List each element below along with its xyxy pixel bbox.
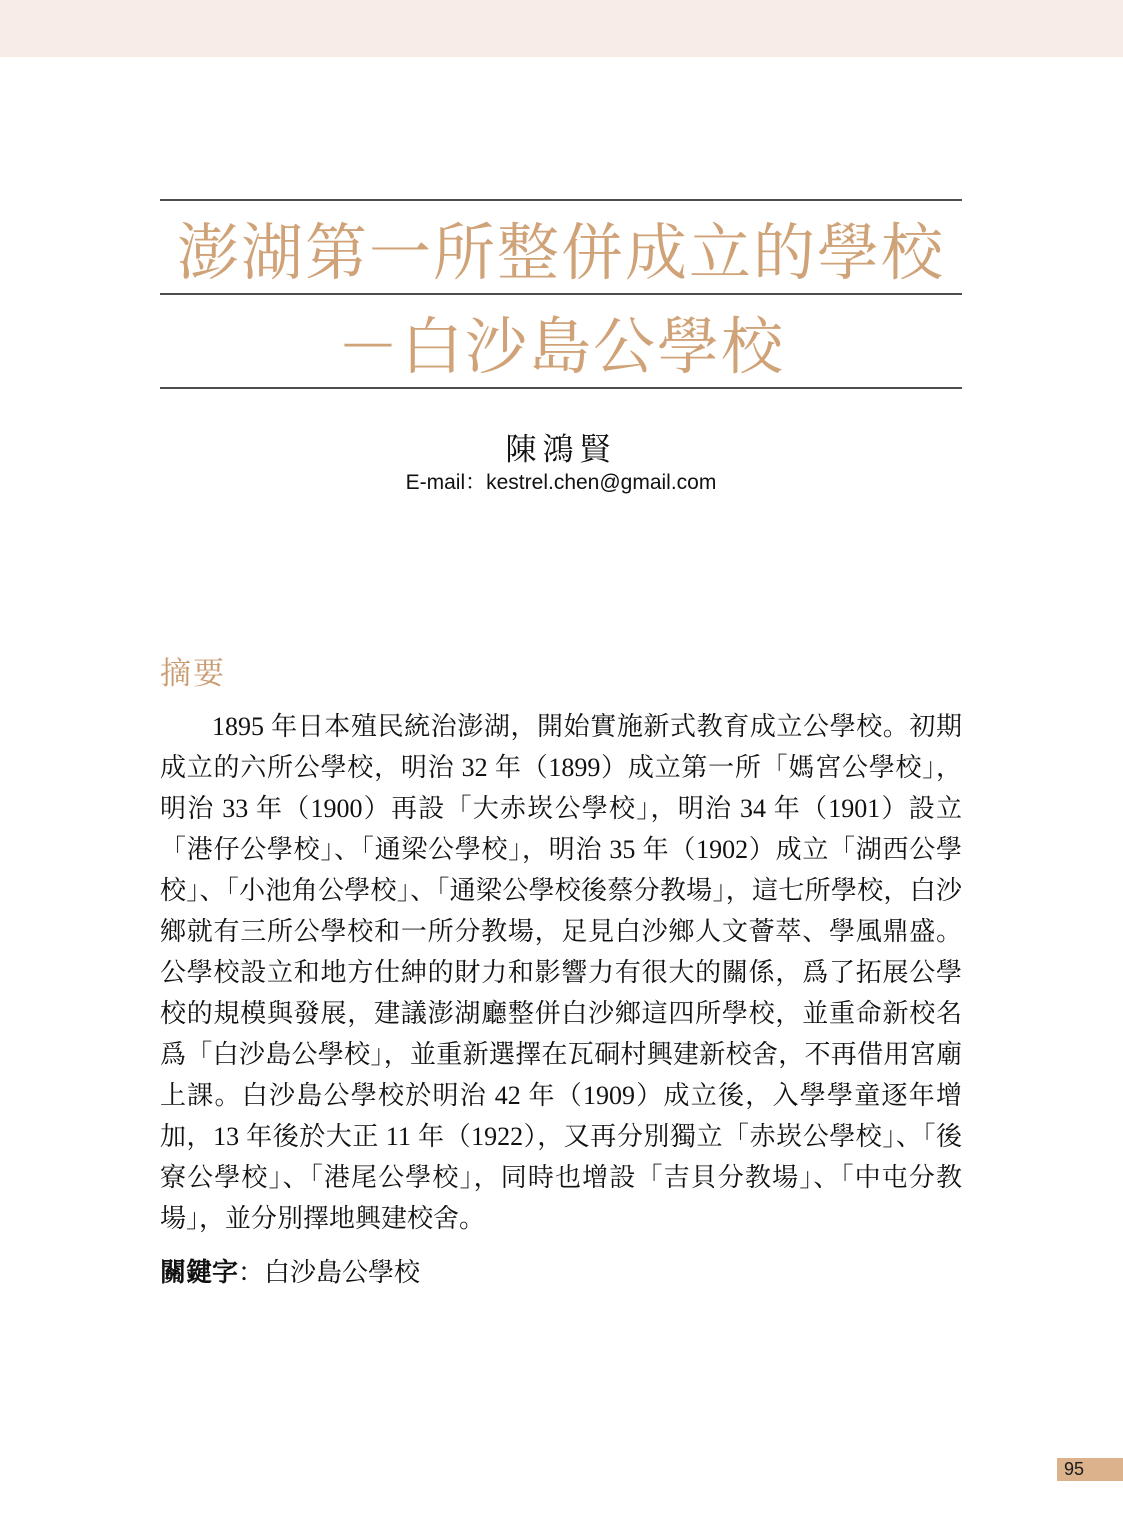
keywords-label: 關鍵字 (160, 1258, 239, 1287)
keywords-line (160, 1252, 962, 1289)
title-rule-bottom (160, 387, 962, 389)
article-title-line2: －白沙島公學校 (336, 313, 785, 382)
abstract-paragraph: 1895 年日本殖民統治澎湖，開始實施新式教育成立公學校。初期成立的六所公學校，明治 32 年（1899）成立第一所「媽宮公學校」，明治 33 年（1900）再設「大赤崁公學校」，明治 34 年（1901）設立「港仔公學校」、「通梁公學校」，明治 35 年（1902）成立「湖西公學校」、「小池角公學校」、「通梁公學校後蔡分教場」，這七所學校，白沙鄉就有三所公學校和一所分教場，足見白沙鄉人文薈萃、學風鼎盛。公學校設立和地方仕紳的財力和影響力有很大的關係，爲了拓展公學校的規模與發展，建議澎湖廳整併白沙鄉這四所學校，並重命新校名爲「白沙島公學校」，並重新選擇在瓦硐村興建新校舍，不再借用宮廟上課。白沙島公學校於明治 42 年（1909）成立後，入學學童逐年增加，13 年後於大正 11 年（1922），又再分別獨立「赤崁公學校」、「後寮公學校」、「港尾公學校」，同時也增設「吉貝分教場」、「中屯分教場」，並分別擇地興建校舍。 (160, 712, 962, 1233)
abstract-heading: 摘要 (160, 656, 226, 691)
article-title-line1: 澎湖第一所整併成立的學校 (176, 219, 945, 288)
page-number: 95 (1064, 1459, 1085, 1479)
header-band (0, 0, 1123, 57)
keywords-separator: ： (238, 1258, 265, 1287)
author-email: E-mail：kestrel.chen@gmail.com (405, 471, 717, 494)
author-name: 陳鴻賢 (505, 432, 617, 467)
keywords-value: 白沙島公學校 (264, 1258, 421, 1287)
title-block (160, 199, 962, 389)
page-number-badge (1057, 1458, 1123, 1481)
